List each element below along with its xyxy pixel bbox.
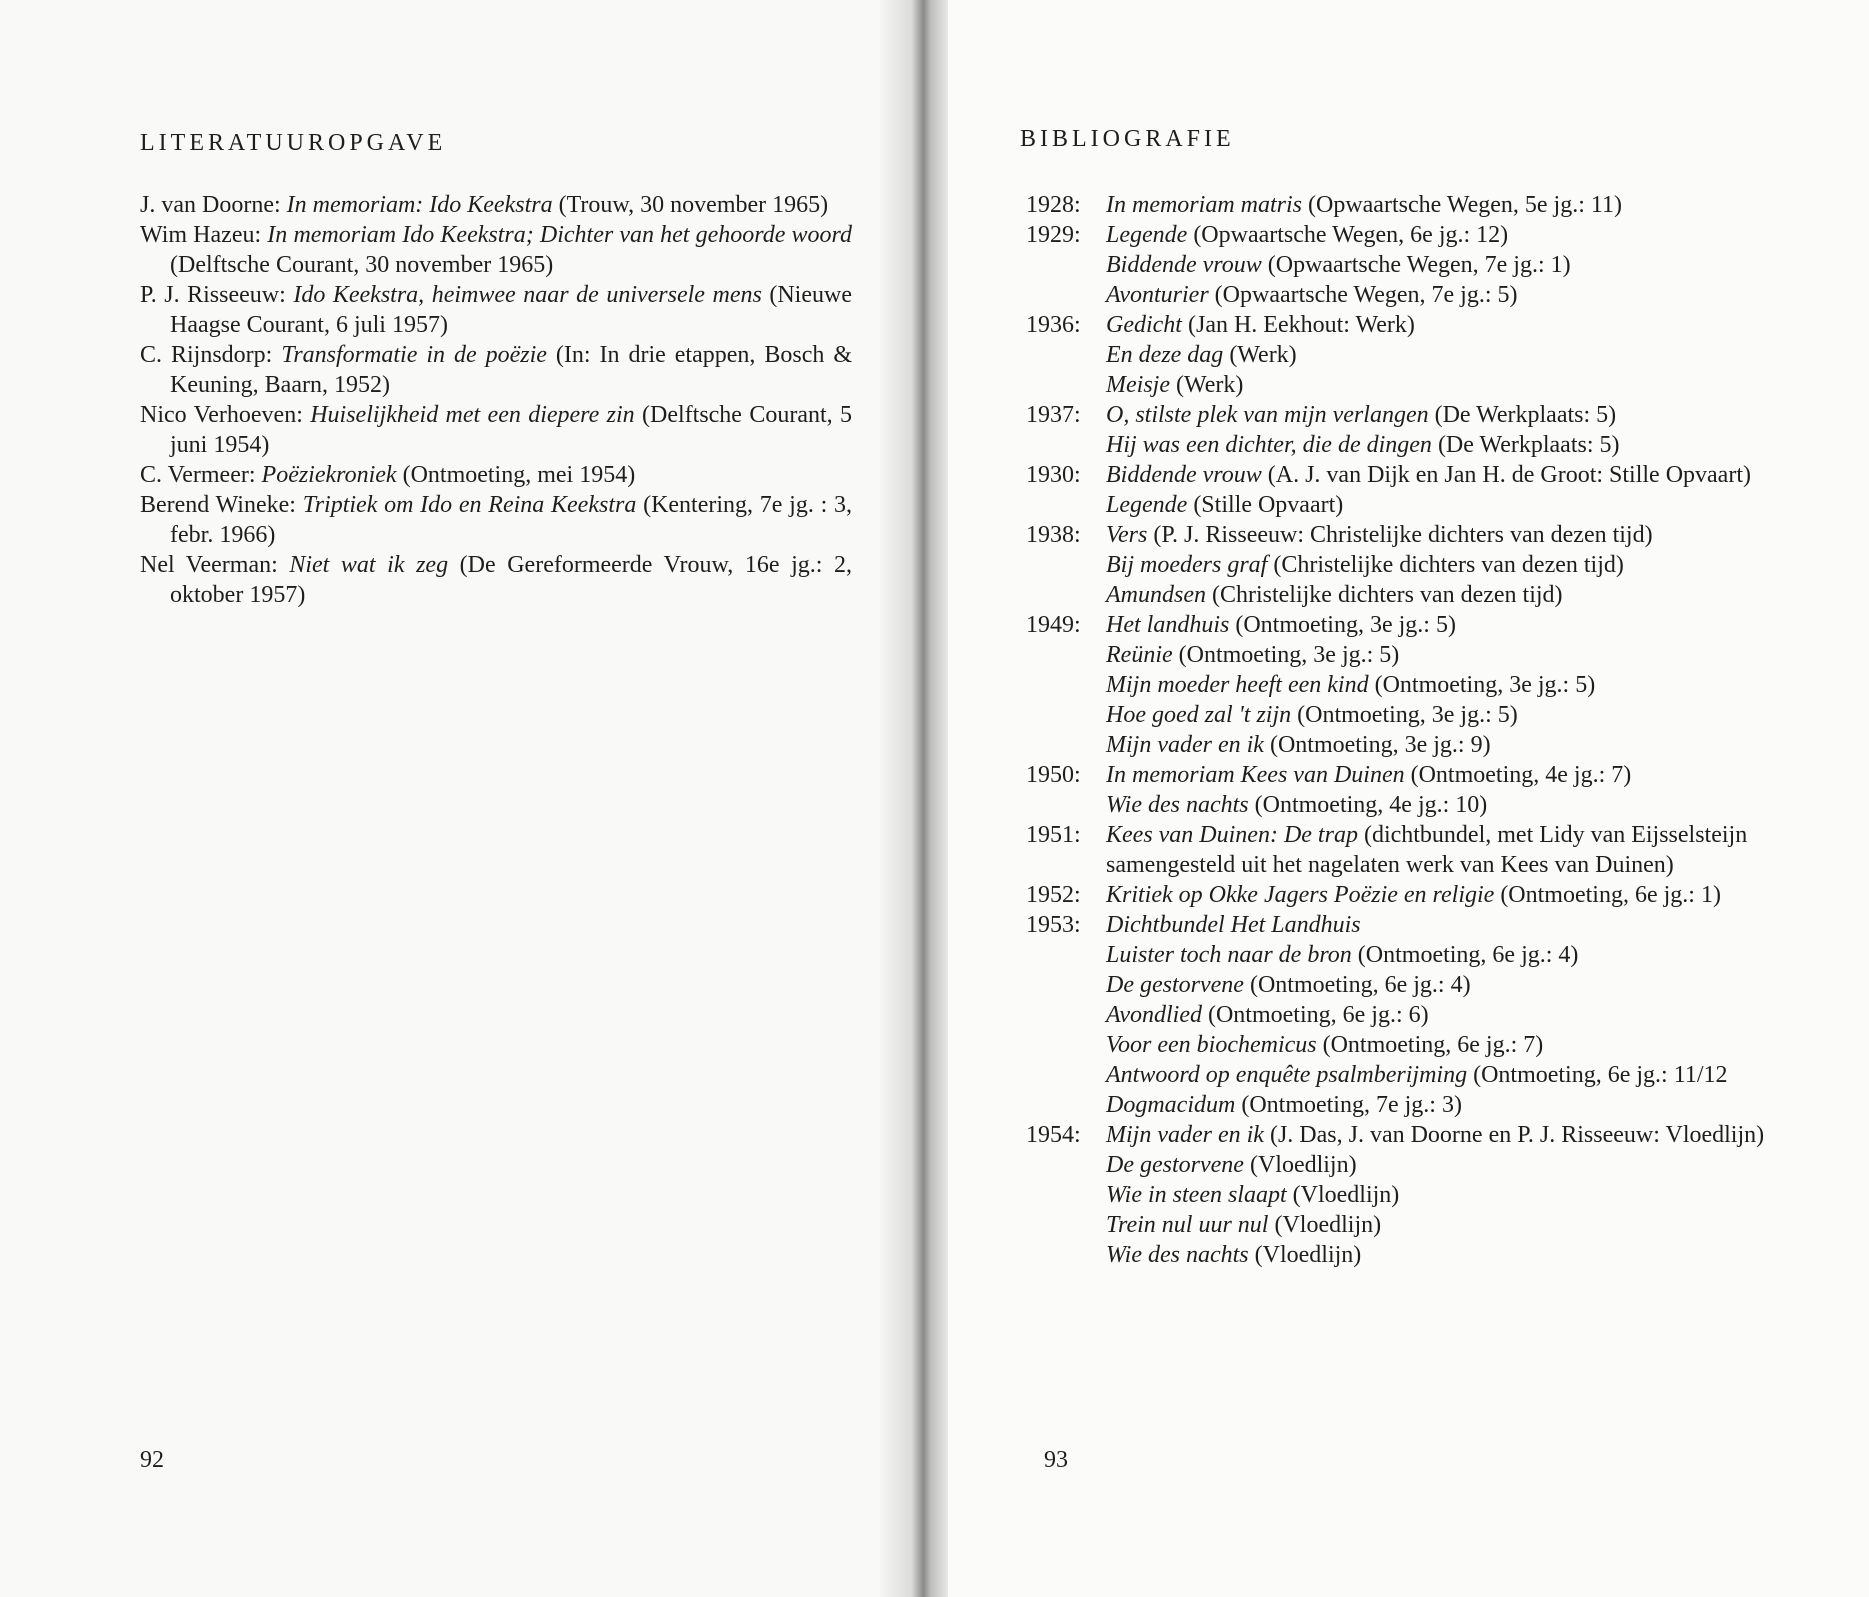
bibliography-source: (P. J. Risseeuw: Christelijke dichters van dezen tijd) — [1147, 522, 1653, 548]
bibliography-entries — [1106, 1120, 1826, 1270]
bibliography-entry — [1106, 1060, 1826, 1090]
bibliography-entry — [1106, 280, 1826, 310]
bibliography-entry — [1106, 640, 1826, 670]
bibliography-entry — [1106, 610, 1826, 640]
bibliography-title: In memoriam Kees van Duinen — [1106, 762, 1405, 788]
bibliography-source: (Vloedlijn) — [1268, 1212, 1382, 1238]
reference-entry — [140, 550, 852, 610]
bibliography-year: 1930: — [1026, 462, 1081, 488]
reference-author: Wim Hazeu: — [140, 222, 268, 248]
bibliography-source: (De Werkplaats: 5) — [1431, 432, 1620, 458]
bibliography-year: 1937: — [1026, 402, 1081, 428]
reference-title: Poëziekroniek — [261, 462, 397, 488]
bibliography-year-group — [1026, 460, 1826, 520]
reference-source: (In: In drie etappen, Bosch & Keuning, Baarn, 1952) — [170, 342, 853, 398]
bibliography-source: (Werk) — [1223, 342, 1297, 368]
bibliography-source: (Ontmoeting, 3e jg.: 5) — [1229, 612, 1456, 638]
bibliography-source: (Ontmoeting, 3e jg.: 5) — [1291, 702, 1518, 728]
bibliography-title: Avonturier — [1106, 282, 1209, 308]
bibliography-source: (De Werkplaats: 5) — [1428, 402, 1617, 428]
reference-source: (Ontmoeting, mei 1954) — [396, 462, 636, 488]
bibliography-source: (Christelijke dichters van dezen tijd) — [1267, 552, 1624, 578]
bibliography-source: (Ontmoeting, 7e jg.: 3) — [1235, 1092, 1462, 1118]
reference-entry — [140, 400, 852, 460]
bibliography-year-group — [1026, 610, 1826, 760]
bibliography-title: Legende — [1106, 222, 1188, 248]
bibliography-source: (Opwaartsche Wegen, 7e jg.: 5) — [1208, 282, 1518, 308]
bibliography-year: 1950: — [1026, 762, 1081, 788]
reference-author: P. J. Risseeuw: — [140, 282, 294, 308]
reference-author: C. Vermeer: — [140, 462, 262, 488]
bibliography-title: Hij was een dichter, die de dingen — [1106, 432, 1432, 458]
bibliography-entry — [1106, 220, 1826, 250]
bibliography-title: Wie des nachts — [1106, 792, 1249, 818]
bibliography-year-group — [1026, 910, 1826, 1120]
bibliography-title: Luister toch naar de bron — [1106, 942, 1352, 968]
reference-title: Triptiek om Ido en Reina Keekstra — [302, 492, 637, 518]
reference-source: (Nieuwe Haagse Courant, 6 juli 1957) — [170, 282, 852, 338]
bibliography-source: (Werk) — [1169, 372, 1244, 398]
reference-author: Berend Wineke: — [140, 492, 303, 518]
bibliography-title: Mijn moeder heeft een kind — [1106, 672, 1369, 698]
bibliography-entry — [1106, 400, 1826, 430]
reference-source: (De Gereformeerde Vrouw, 16e jg.: 2, oktober 1957) — [170, 552, 852, 608]
reference-entry — [140, 280, 852, 340]
bibliography-entry — [1106, 1030, 1826, 1060]
bibliography-year: 1954: — [1026, 1122, 1081, 1148]
bibliography-title: Trein nul uur nul — [1106, 1212, 1269, 1238]
bibliography-source: (Ontmoeting, 4e jg.: 10) — [1248, 792, 1488, 818]
bibliography-entries — [1106, 520, 1826, 610]
bibliography-source: (Ontmoeting, 6e jg.: 11/12 — [1467, 1062, 1728, 1088]
bibliography-year-group — [1026, 760, 1826, 820]
bibliography-entries — [1106, 460, 1826, 520]
bibliography-entry — [1106, 490, 1826, 520]
reference-title: In memoriam Ido Keekstra; Dichter van het gehoorde woord — [267, 222, 852, 248]
bibliography-title: Avondlied — [1106, 1002, 1202, 1028]
bibliography-entry — [1106, 310, 1826, 340]
bibliography-entry — [1106, 250, 1826, 280]
bibliography-heading: BIBLIOGRAFIE — [1020, 126, 1235, 152]
reference-author: Nico Verhoeven: — [140, 402, 311, 428]
bibliography-year: 1949: — [1026, 612, 1081, 638]
bibliography-year-group — [1026, 220, 1826, 310]
bibliography-title: Wie des nachts — [1106, 1242, 1249, 1268]
bibliography-title: Hoe goed zal 't zijn — [1106, 702, 1292, 728]
bibliography-title: Biddende vrouw — [1106, 462, 1262, 488]
bibliography-year-group — [1026, 520, 1826, 610]
bibliography-year: 1929: — [1026, 222, 1081, 248]
bibliography-source: (Opwaartsche Wegen, 5e jg.: 11) — [1302, 192, 1622, 218]
bibliography-entry — [1106, 550, 1826, 580]
bibliography-source: (Ontmoeting, 3e jg.: 9) — [1263, 732, 1491, 758]
right-page — [948, 0, 1869, 1597]
bibliography-source: (Ontmoeting, 6e jg.: 4) — [1243, 972, 1471, 998]
bibliography-title: Gedicht — [1106, 312, 1182, 338]
reference-author: Nel Veerman: — [140, 552, 290, 578]
bibliography-title: Amundsen — [1106, 582, 1206, 608]
literature-heading: LITERATUUROPGAVE — [140, 130, 447, 156]
bibliography-title: Dichtbundel Het Landhuis — [1106, 912, 1361, 938]
bibliography-source: (Ontmoeting, 6e jg.: 6) — [1201, 1002, 1429, 1028]
reference-source: (Delftsche Courant, 30 november 1965) — [170, 252, 554, 278]
bibliography-entry — [1106, 1150, 1826, 1180]
bibliography-entries — [1106, 310, 1826, 400]
bibliography-entry — [1106, 340, 1826, 370]
bibliography-title: Bij moeders graf — [1106, 552, 1268, 578]
bibliography-title: Mijn vader en ik — [1106, 1122, 1264, 1148]
bibliography-title: De gestorvene — [1106, 972, 1244, 998]
bibliography-entry — [1106, 880, 1826, 910]
bibliography-entry — [1106, 790, 1826, 820]
bibliography-title: Legende — [1106, 492, 1188, 518]
bibliography-title: Mijn vader en ik — [1106, 732, 1264, 758]
bibliography-entries — [1106, 220, 1826, 310]
reference-title: Niet wat ik zeg — [289, 552, 449, 578]
bibliography-source: (Christelijke dichters van dezen tijd) — [1205, 582, 1563, 608]
bibliography-entry — [1106, 430, 1826, 460]
bibliography-title: Kritiek op Okke Jagers Poëzie en religie — [1106, 882, 1495, 908]
bibliography-source: (Opwaartsche Wegen, 6e jg.: 12) — [1187, 222, 1509, 248]
bibliography-entry — [1106, 700, 1826, 730]
bibliography-entry — [1106, 820, 1826, 880]
bibliography-source: (dichtbundel, met Lidy van Eijsselsteijn samengesteld uit het nagelaten werk van Kees van Duinen) — [1106, 822, 1748, 878]
bibliography-entry — [1106, 370, 1826, 400]
bibliography-entry — [1106, 730, 1826, 760]
reference-entry — [140, 340, 852, 400]
bibliography-source: (Ontmoeting, 6e jg.: 1) — [1494, 882, 1721, 908]
bibliography-entry — [1106, 520, 1826, 550]
reference-author: J. van Doorne: — [140, 192, 287, 218]
bibliography-year-group — [1026, 190, 1826, 220]
reference-title: Transformatie in de poëzie — [281, 342, 547, 368]
bibliography-title: Meisje — [1106, 372, 1170, 398]
bibliography-title: Antwoord op enquête psalmberijming — [1106, 1062, 1468, 1088]
bibliography-entry — [1106, 670, 1826, 700]
bibliography-year: 1951: — [1026, 822, 1081, 848]
bibliography-entries — [1106, 190, 1826, 220]
bibliography-source: (Jan H. Eekhout: Werk) — [1181, 312, 1415, 338]
bibliography-source: (A. J. van Dijk en Jan H. de Groot: Stille Opvaart) — [1261, 462, 1751, 488]
bibliography-source: (Ontmoeting, 6e jg.: 7) — [1316, 1032, 1544, 1058]
bibliography-entry — [1106, 760, 1826, 790]
bibliography-year-group — [1026, 400, 1826, 460]
bibliography-source: (Vloedlijn) — [1243, 1152, 1357, 1178]
reference-title: Ido Keekstra, heimwee naar de universele mens — [293, 282, 762, 308]
bibliography-source: (Ontmoeting, 3e jg.: 5) — [1172, 642, 1400, 668]
bibliography-source: (Ontmoeting, 6e jg.: 4) — [1351, 942, 1579, 968]
bibliography-year: 1938: — [1026, 522, 1081, 548]
bibliography-title: Kees van Duinen: De trap — [1106, 822, 1358, 848]
bibliography-title: In memoriam matris — [1106, 192, 1302, 218]
bibliography-entry — [1106, 910, 1826, 940]
reference-title: In memoriam: Ido Keekstra — [286, 192, 553, 218]
bibliography-source: (Vloedlijn) — [1286, 1182, 1400, 1208]
bibliography-title: Het landhuis — [1106, 612, 1230, 638]
bibliography-entry — [1106, 1210, 1826, 1240]
bibliography-title: Biddende vrouw — [1106, 252, 1262, 278]
reference-author: C. Rijnsdorp: — [140, 342, 282, 368]
bibliography-source: (Ontmoeting, 3e jg.: 5) — [1368, 672, 1596, 698]
bibliography-entry — [1106, 460, 1826, 490]
bibliography-year-group — [1026, 310, 1826, 400]
bibliography-year: 1952: — [1026, 882, 1081, 908]
bibliography-source: (Stille Opvaart) — [1187, 492, 1344, 518]
bibliography-entries — [1106, 820, 1826, 880]
bibliography-year-group — [1026, 1120, 1826, 1270]
bibliography-year: 1953: — [1026, 912, 1081, 938]
page-number-right: 93 — [1044, 1447, 1068, 1473]
bibliography-source: (Opwaartsche Wegen, 7e jg.: 1) — [1261, 252, 1571, 278]
bibliography-entry — [1106, 580, 1826, 610]
bibliography-list — [1026, 190, 1826, 1270]
bibliography-entries — [1106, 880, 1826, 910]
reference-source: (Delftsche Courant, 5 juni 1954) — [170, 402, 852, 458]
bibliography-source: (Ontmoeting, 4e jg.: 7) — [1404, 762, 1632, 788]
reference-list — [140, 190, 852, 610]
book-gutter-shadow — [880, 0, 950, 1597]
bibliography-entry — [1106, 1090, 1826, 1120]
reference-entry — [140, 490, 852, 550]
bibliography-entry — [1106, 1180, 1826, 1210]
reference-title: Huiselijkheid met een diepere zin — [310, 402, 635, 428]
bibliography-title: Voor een biochemicus — [1106, 1032, 1317, 1058]
bibliography-entries — [1106, 610, 1826, 760]
bibliography-year-group — [1026, 820, 1826, 880]
page-number-left: 92 — [140, 1447, 164, 1473]
bibliography-entries — [1106, 910, 1826, 1120]
bibliography-entry — [1106, 1240, 1826, 1270]
bibliography-title: Vers — [1106, 522, 1148, 548]
bibliography-title: Wie in steen slaapt — [1106, 1182, 1287, 1208]
bibliography-entries — [1106, 760, 1826, 820]
reference-entry — [140, 190, 852, 220]
bibliography-year: 1928: — [1026, 192, 1081, 218]
bibliography-source: (J. Das, J. van Doorne en P. J. Risseeuw: Vloedlijn) — [1263, 1122, 1765, 1148]
bibliography-entry — [1106, 940, 1826, 970]
bibliography-year: 1936: — [1026, 312, 1081, 338]
reference-source: (Trouw, 30 november 1965) — [552, 192, 829, 218]
reference-entry — [140, 220, 852, 280]
reference-entry — [140, 460, 852, 490]
bibliography-year-group — [1026, 880, 1826, 910]
bibliography-source: (Vloedlijn) — [1248, 1242, 1362, 1268]
bibliography-entries — [1106, 400, 1826, 460]
bibliography-title: De gestorvene — [1106, 1152, 1244, 1178]
bibliography-title: Reünie — [1106, 642, 1173, 668]
bibliography-title: Dogmacidum — [1106, 1092, 1236, 1118]
bibliography-entry — [1106, 970, 1826, 1000]
bibliography-entry — [1106, 1120, 1826, 1150]
bibliography-entry — [1106, 1000, 1826, 1030]
bibliography-title: O, stilste plek van mijn verlangen — [1106, 402, 1429, 428]
left-page — [0, 0, 900, 1597]
bibliography-entry — [1106, 190, 1826, 220]
reference-source: (Kentering, 7e jg. : 3, febr. 1966) — [170, 492, 852, 548]
bibliography-title: En deze dag — [1106, 342, 1224, 368]
